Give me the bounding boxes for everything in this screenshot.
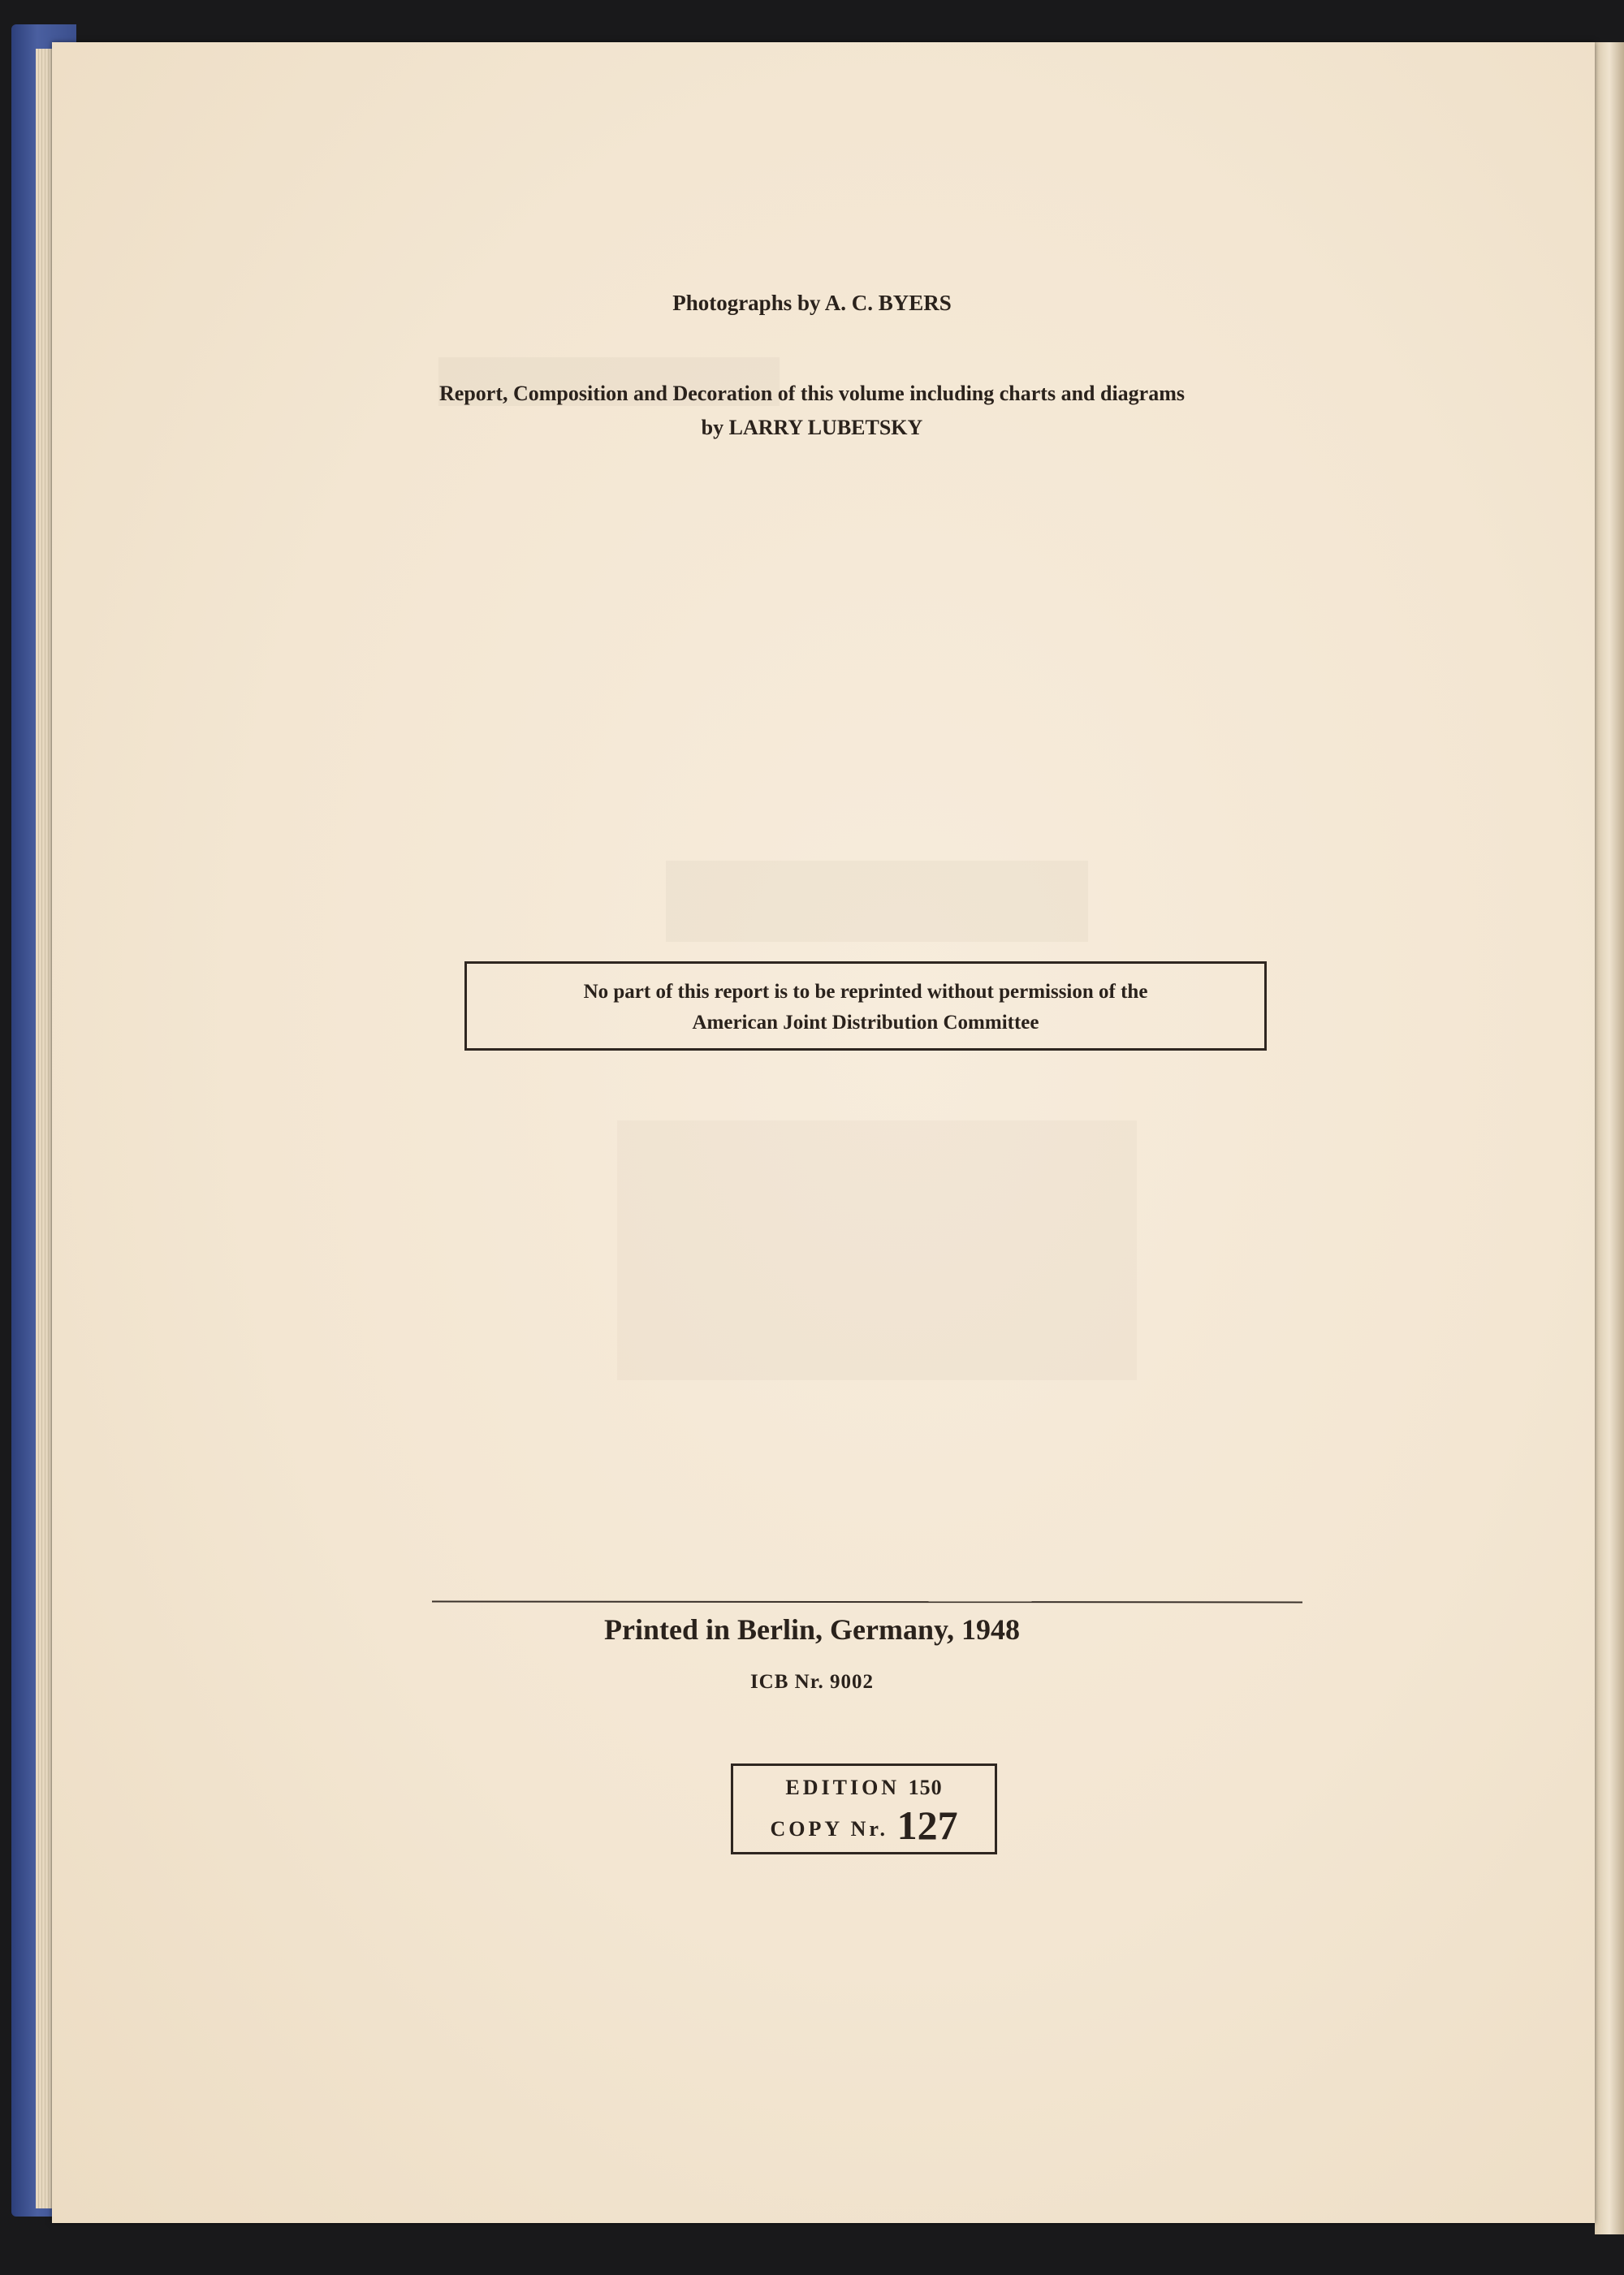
report-credit: Report, Composition and Decoration of this volume including charts and diagrams xyxy=(439,382,1185,405)
show-through-shadow xyxy=(666,861,1088,942)
photographs-credit: Photographs by A. C. BYERS xyxy=(672,291,952,315)
icb-number: ICB Nr. 9002 xyxy=(749,1671,875,1693)
next-page-edge xyxy=(1595,42,1624,2234)
edition-label: EDITION xyxy=(785,1776,901,1799)
printed-location: Printed in Berlin, Germany, 1948 xyxy=(604,1613,1020,1646)
copyright-notice-box xyxy=(464,961,1267,1051)
notice-line-1: No part of this report is to be reprinted without permission of the xyxy=(583,981,1148,1003)
copy-number: 127 xyxy=(896,1802,958,1848)
copy-line xyxy=(733,1802,995,1849)
notice-line-2: American Joint Distribution Committee xyxy=(692,1012,1039,1034)
copy-label: COPY Nr. xyxy=(770,1817,889,1841)
edition-line xyxy=(733,1776,995,1800)
edition-number: 150 xyxy=(908,1776,943,1799)
edition-box xyxy=(731,1763,997,1854)
show-through-shadow xyxy=(617,1120,1137,1380)
author-credit: by LARRY LUBETSKY xyxy=(701,416,923,439)
